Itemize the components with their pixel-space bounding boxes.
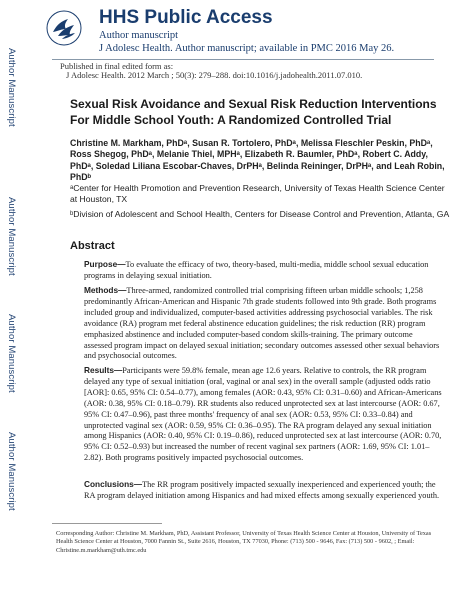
author-manuscript-side-label: Author Manuscript <box>6 314 17 393</box>
purpose-label: Purpose— <box>84 259 126 269</box>
publication-citation: J Adolesc Health. 2012 March ; 50(3): 279–288. doi:10.1016/j.jadohealth.2011.07.010. <box>66 70 363 80</box>
hhs-eagle-logo-icon <box>46 10 82 46</box>
abstract-heading: Abstract <box>70 240 115 252</box>
results-label: Results— <box>84 365 123 375</box>
results-text: Participants were 59.8% female, mean age 12.6 years. Relative to controls, the RR program delayed any type of sexual initiation (oral, vaginal or anal sex) in the overall sample (adjusted odds ratio [AOR]: 0.65, 95% CI: 0.54–0.77), among females (AOR: 0.43, 95% CI: 0.31–0.60) and African-Americans (AOR: 0.38, 95% CI: 0.18–0.79). RR students also reduced unprotected sex at last intercourse (AOR: 0.67, 95% CI: 0.47–0.96), past three months' frequency of anal sex (AOR: 0.53, 95% CI: 0.33–0.84) and unprotected vaginal sex (AOR: 0.59, 95% CI: 0.36–0.95). The RA program delayed any sexual initiation among Hispanics (AOR: 0.40, 95% CI: 0.19–0.86), reduced unprotected sex at last intercourse (AOR: 0.70, 95% CI: 0.52–0.93) but increased the number of recent vaginal sex partners (AOR: 1.69, 95% CI: 1.01–2.82). Both programs positively impacted psychosocial outcomes. <box>84 366 442 463</box>
corresponding-author-footnote: Corresponding Author: Christine M. Markham, PhD, Assistant Professor, University of Texas Health Science Center at Houston, University of Texas Health Science Center at Houston, 7000 Fannin St., Suite 2616, Houston, TX 77030, Phone: (713) 500 - 9646, Fax: (713) 500 - 9602, ; Email: Christine.m.markham@uth.tmc.edu <box>56 530 432 554</box>
author-manuscript-side-label: Author Manuscript <box>6 432 17 511</box>
conclusions-text: The RR program positively impacted sexually inexperienced and experienced youth; the RA program delayed initiation among Hispanics and had mixed effects among sexually experienced youth. <box>84 480 440 500</box>
author-manuscript-side-label: Author Manuscript <box>6 197 17 276</box>
hhs-public-access-title: HHS Public Access <box>99 7 273 28</box>
abstract-results <box>84 365 442 464</box>
author-manuscript-label: Author manuscript <box>99 30 179 41</box>
author-manuscript-side-label: Author Manuscript <box>6 48 17 127</box>
methods-label: Methods— <box>84 285 127 295</box>
conclusions-label: Conclusions— <box>84 479 143 489</box>
author-list: Christine M. Markham, PhDᵃ, Susan R. Tortolero, PhDᵃ, Melissa Fleschler Peskin, PhDᵃ, Ross Shegog, PhDᵃ, Melanie Thiel, MPHᵃ, Elizabeth R. Baumler, PhDᵃ, Robert C. Addy, PhDᵃ, Soledad Liliana Escobar-Chaves, DrPHᵃ, Belinda Reininger, DrPHᵃ, and Leah Robin, PhDᵇ <box>70 138 445 182</box>
abstract-conclusions <box>84 479 442 502</box>
publication-note: Published in final edited form as: <box>60 61 174 71</box>
article-title: Sexual Risk Avoidance and Sexual Risk Reduction Interventions For Middle School Youth: A Randomized Controlled Trial <box>70 97 437 127</box>
abstract-purpose <box>84 259 442 282</box>
methods-text: Three-armed, randomized controlled trial comprising fifteen urban middle schools; 1,258 predominantly African-American and Hispanic 7th grade students followed into 9th grade. Both programs included group and individualized, computer-based activities addressing psychosocial variables. The risk avoidance (RA) program met federal abstinence education guidelines; the risk reduction (RR) program emphasized abstinence and included computer-based condom skills-training. The primary outcome assessed program impact on delayed sexual initiation; secondary outcomes assessed other sexual behaviors and psychosocial outcomes. <box>84 286 440 361</box>
abstract-methods <box>84 285 442 362</box>
affiliation-b: ᵇDivision of Adolescent and School Health, Centers for Disease Control and Prevention, Atlanta, GA <box>70 209 450 219</box>
purpose-text: To evaluate the efficacy of two, theory-based, multi-media, middle school sexual education programs in delaying sexual initiation. <box>84 260 429 280</box>
affiliation-a: ᵃCenter for Health Promotion and Prevention Research, University of Texas Health Science Center at Houston, TX <box>70 183 445 205</box>
footnote-divider <box>52 523 162 524</box>
header-divider <box>52 59 434 60</box>
journal-availability-line: J Adolesc Health. Author manuscript; available in PMC 2016 May 26. <box>99 43 395 54</box>
